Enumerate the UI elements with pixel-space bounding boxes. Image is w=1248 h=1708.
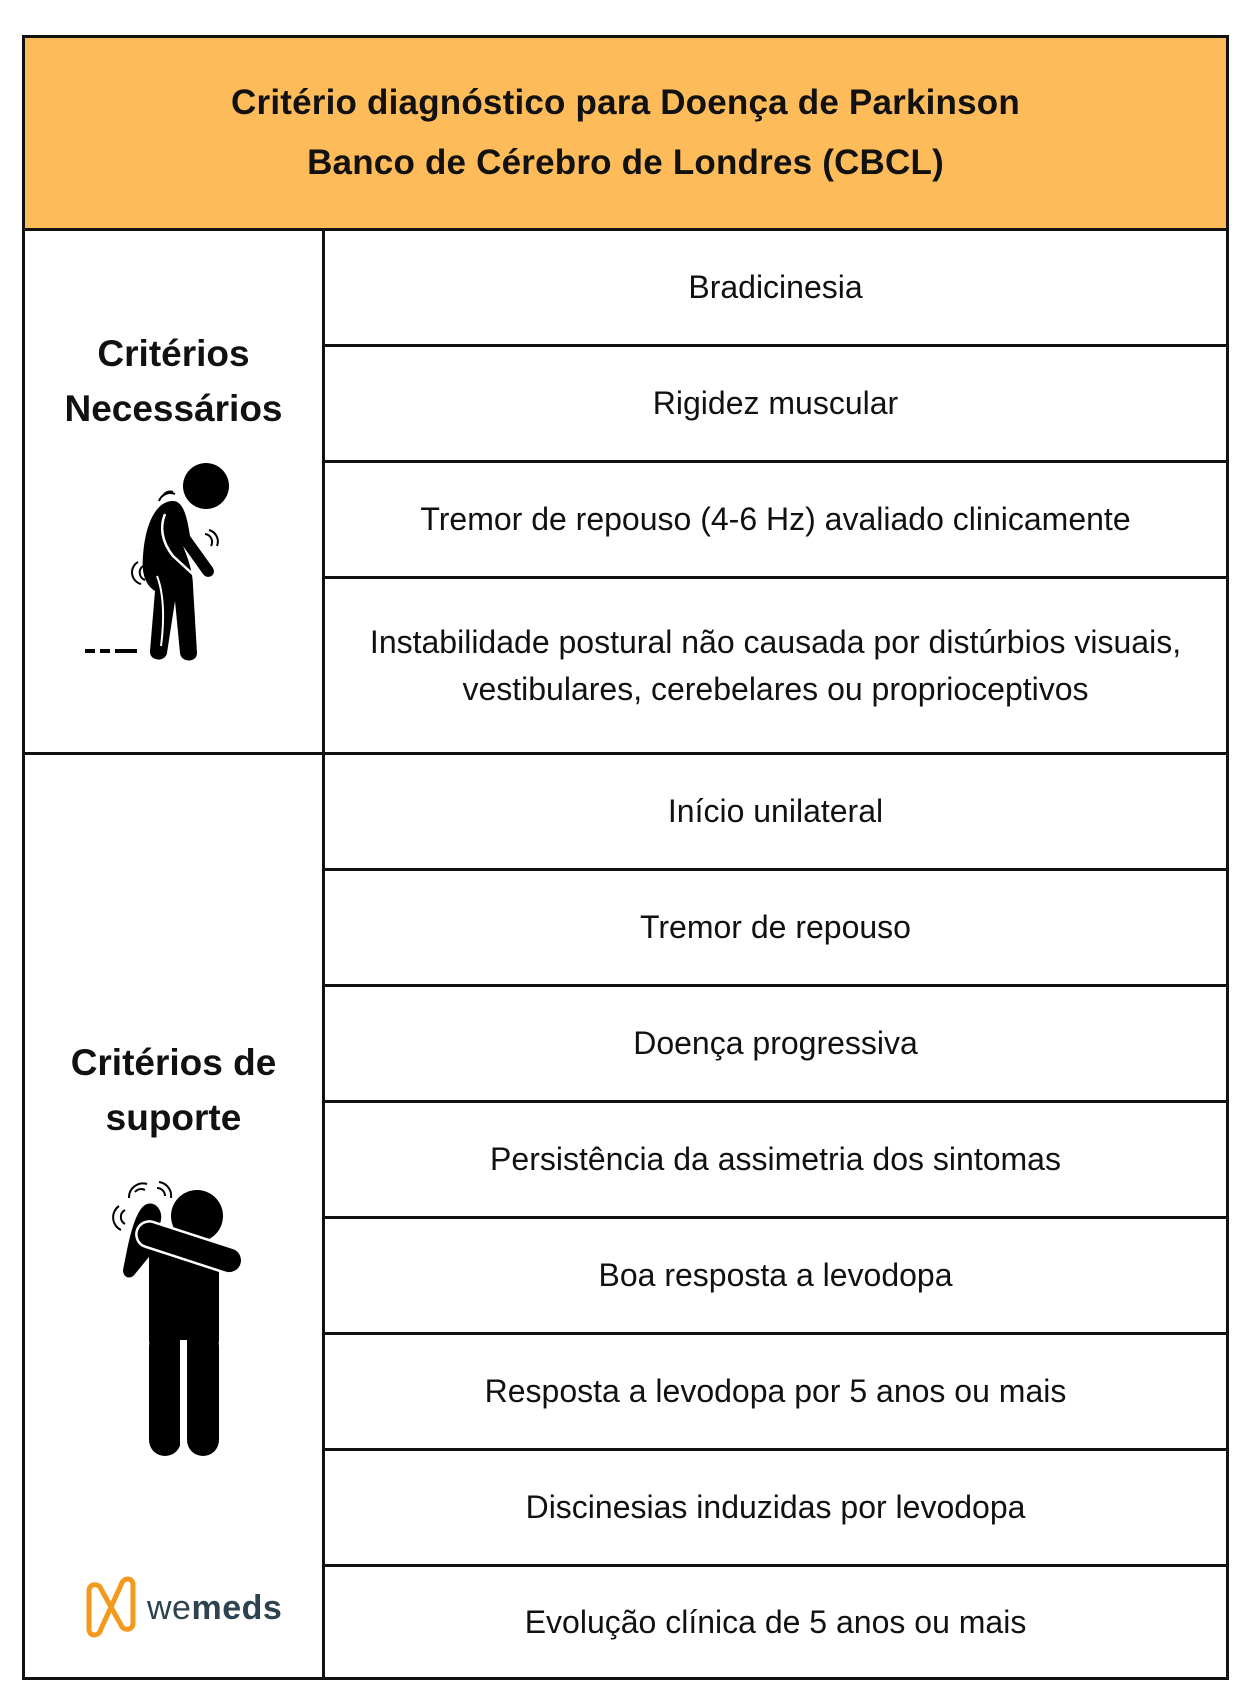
criteria-row: Discinesias induzidas por levodopa [325, 1451, 1226, 1567]
criteria-list [325, 755, 1226, 1677]
criteria-row: Início unilateral [325, 755, 1226, 871]
section-label [25, 1035, 322, 1145]
criteria-table [22, 35, 1229, 1680]
person-hand-tremor-icon [105, 1180, 255, 1460]
header-title-line2: Banco de Cérebro de Londres (CBCL) [307, 143, 944, 182]
section-label-cell [25, 755, 325, 1677]
criteria-row: Evolução clínica de 5 anos ou mais [524, 1603, 1027, 1640]
logo-text [147, 1589, 282, 1628]
criteria-row: Persistência da assimetria dos sintomas [325, 1103, 1226, 1219]
wemeds-logo [83, 1575, 282, 1641]
criteria-row: Doença progressiva [325, 987, 1226, 1103]
section-necessary-criteria [25, 231, 1226, 755]
logo-text-light: we [147, 1588, 192, 1627]
criteria-row: Bradicinesia [325, 231, 1226, 347]
section-label-line1: Critérios de [70, 1042, 277, 1083]
wemeds-mark-icon [83, 1575, 139, 1641]
section-label [25, 326, 322, 436]
section-label-line1: Critérios [97, 333, 250, 374]
criteria-row: Boa resposta a levodopa [325, 1219, 1226, 1335]
criteria-row: Tremor de repouso (4-6 Hz) avaliado clinicamente [325, 463, 1226, 579]
section-label-cell [25, 231, 325, 752]
logo-text-bold: meds [191, 1588, 283, 1627]
criteria-list [325, 231, 1226, 752]
stooped-person-tremor-icon [85, 456, 255, 666]
section-label-line2: suporte [105, 1097, 242, 1138]
header-title-line1: Critério diagnóstico para Doença de Parkinson [231, 83, 1020, 122]
criteria-row: Instabilidade postural não causada por distúrbios visuais, vestibulares, cerebelares ou proprioceptivos [369, 623, 1182, 707]
criteria-row: Tremor de repouso [325, 871, 1226, 987]
criteria-row: Resposta a levodopa por 5 anos ou mais [325, 1335, 1226, 1451]
section-label-line2: Necessários [64, 388, 283, 429]
table-header [25, 38, 1226, 231]
section-support-criteria [25, 755, 1226, 1677]
criteria-row: Rigidez muscular [325, 347, 1226, 463]
